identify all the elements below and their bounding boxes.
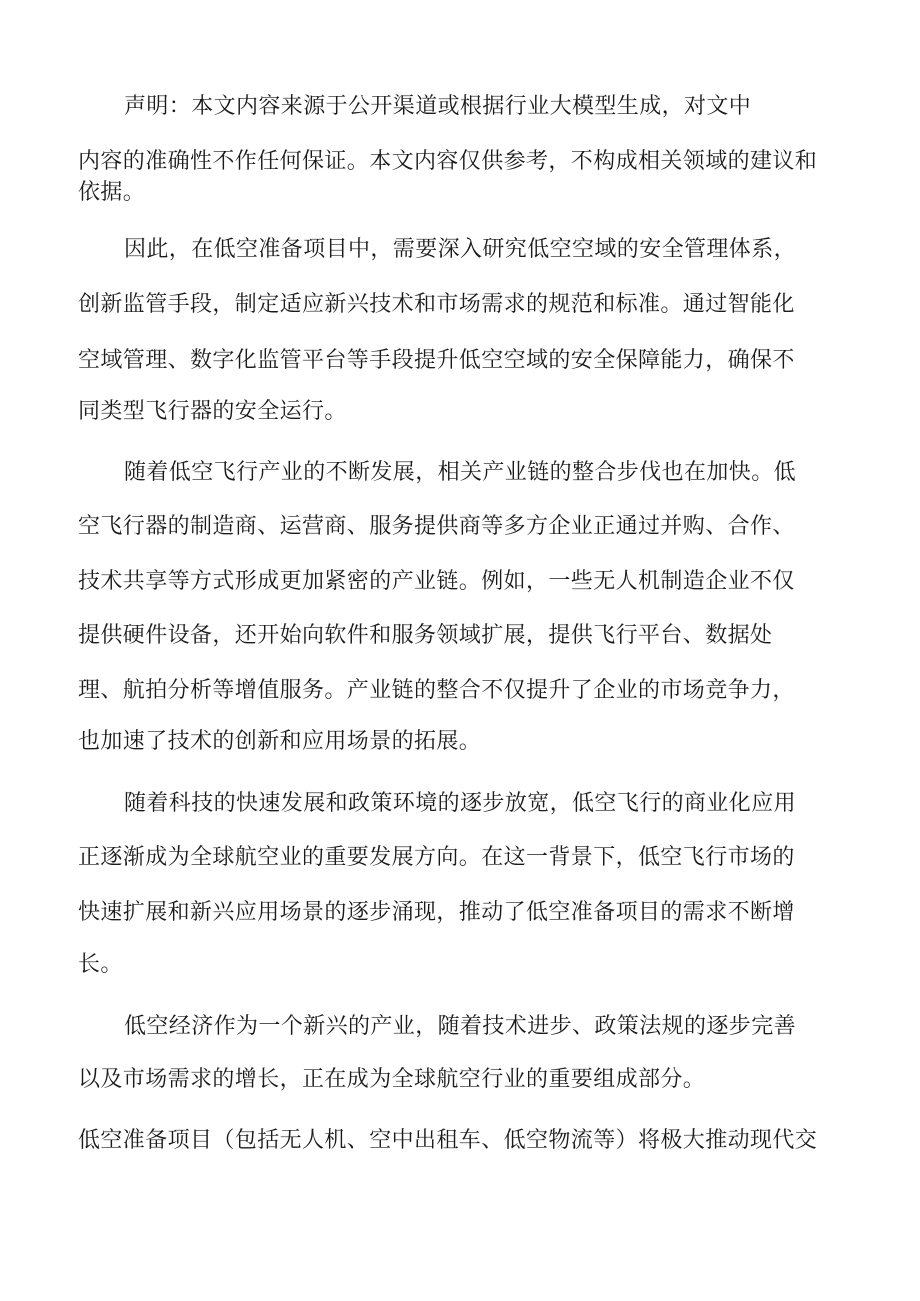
text-line: 正逐渐成为全球航空业的重要发展方向。在这一背景下，低空飞行市场的 — [78, 845, 795, 870]
text-line: 长。 — [78, 952, 123, 977]
text-line: 依据。 — [78, 180, 146, 205]
text-line: 技术共享等方式形成更加紧密的产业链。例如，一些无人机制造企业不仅 — [78, 569, 795, 594]
text-line: 低空准备项目（包括无人机、空中出租车、低空物流等）将极大推动现代交 — [78, 1128, 818, 1153]
text-line: 创新监管手段，制定适应新兴技术和市场需求的规范和标准。通过智能化 — [78, 292, 795, 317]
text-line: 空飞行器的制造商、运营商、服务提供商等多方企业正通过并购、合作、 — [78, 514, 795, 539]
text-line: 提供硬件设备，还开始向软件和服务领域扩展，提供飞行平台、数据处 — [78, 623, 773, 648]
text-line: 快速扩展和新兴应用场景的逐步涌现，推动了低空准备项目的需求不断增 — [78, 900, 795, 925]
text-line: 因此，在低空准备项目中，需要深入研究低空空域的安全管理体系， — [124, 237, 797, 262]
text-line: 声明：本文内容来源于公开渠道或根据行业大模型生成，对文中 — [124, 94, 752, 119]
text-line: 以及市场需求的增长，正在成为全球航空行业的重要组成部分。 — [78, 1067, 706, 1092]
text-line: 随着科技的快速发展和政策环境的逐步放宽，低空飞行的商业化应用 — [124, 791, 797, 816]
text-line: 低空经济作为一个新兴的产业，随着技术进步、政策法规的逐步完善 — [124, 1014, 797, 1039]
text-line: 理、航拍分析等增值服务。产业链的整合不仅提升了企业的市场竞争力， — [78, 678, 795, 703]
text-line: 同类型飞行器的安全运行。 — [78, 399, 347, 424]
text-line: 随着低空飞行产业的不断发展，相关产业链的整合步伐也在加快。低 — [124, 460, 797, 485]
text-line: 内容的准确性不作任何保证。本文内容仅供参考，不构成相关领域的建议和 — [78, 149, 818, 174]
text-line: 也加速了技术的创新和应用场景的拓展。 — [78, 729, 482, 754]
text-line: 空域管理、数字化监管平台等手段提升低空空域的安全保障能力，确保不 — [78, 348, 795, 373]
